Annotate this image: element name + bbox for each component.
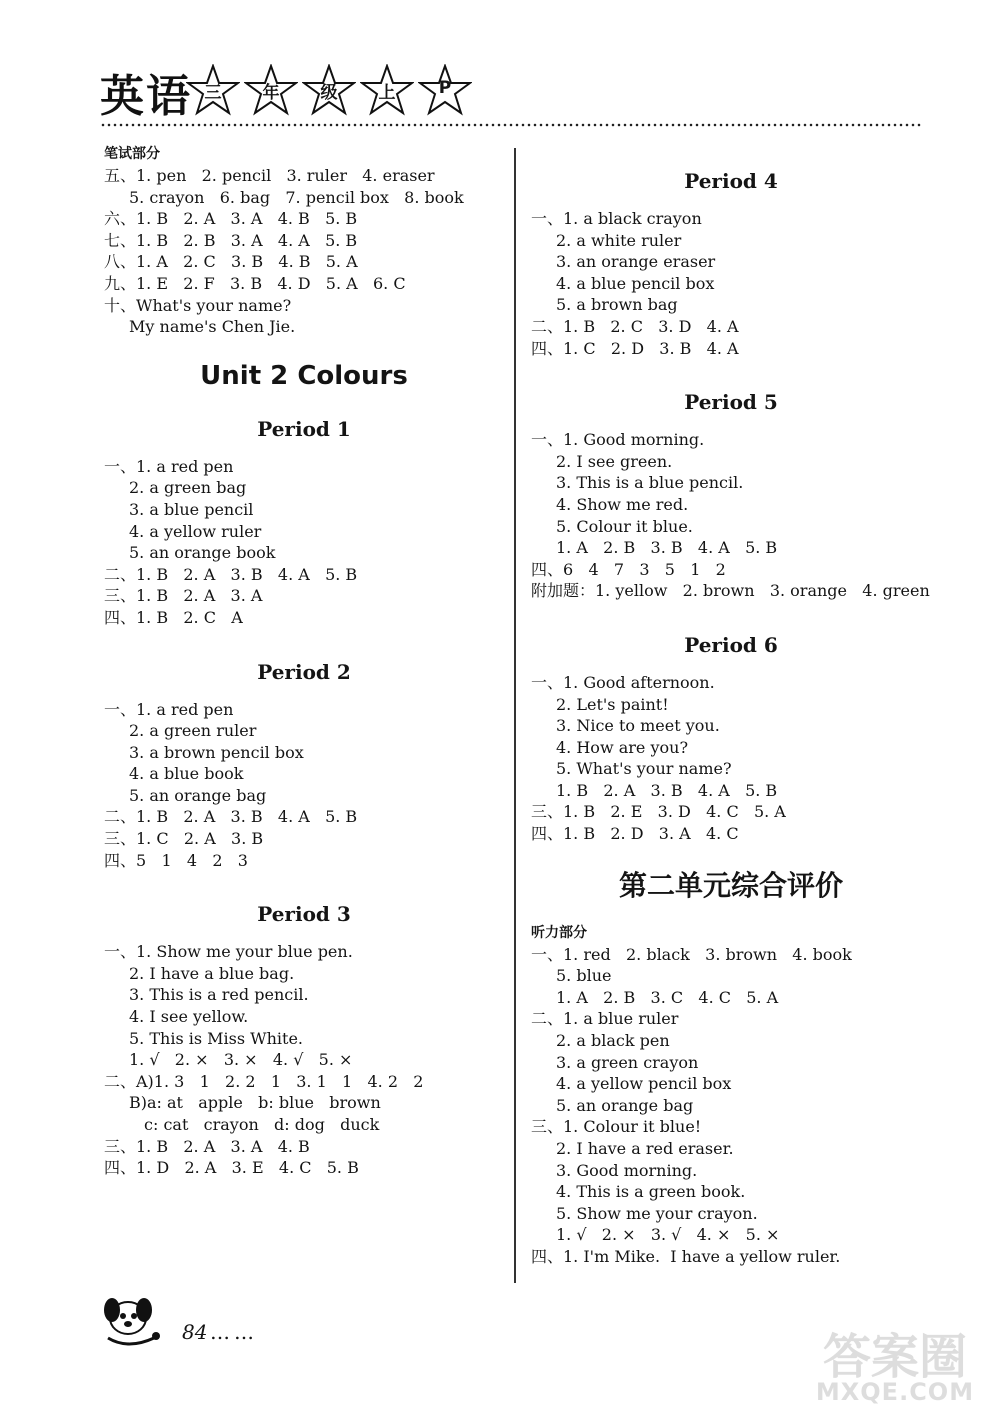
answer-line: 2. a black pen [556,1031,670,1051]
answer-line: 4. a yellow pencil box [556,1074,732,1094]
answer-line: 四、1. D 2. A 3. E 4. C 5. B [104,1158,359,1178]
answer-line: 一、1. a red pen [104,456,234,476]
star-label: 三 [204,83,222,103]
answer-line: B)a: at apple b: blue brown [129,1093,381,1113]
answer-line: 一、1. a red pen [104,699,234,719]
brand-title: 英语 [100,71,192,122]
watermark-text: 答案圈 [822,1329,967,1385]
period-title: Period 6 [684,632,778,657]
answer-line: My name's Chen Jie. [129,317,296,337]
star-badge [244,64,298,116]
answer-line: 四、5 1 4 2 3 [104,850,248,870]
answer-line: 5. What's your name? [556,759,732,779]
answer-line: 2. I see green. [556,451,673,471]
answer-line: 3. Nice to meet you. [556,716,720,736]
page-dots: …… [210,1320,258,1344]
answer-line: 三、1. B 2. E 3. D 4. C 5. A [531,802,786,822]
period-title: Period 5 [684,390,778,415]
answer-line: 1. A 2. B 3. B 4. A 5. B [556,538,778,558]
star-badge [302,64,356,116]
right-column [531,144,931,1268]
bonus-answer-line: 附加题：1. yellow 2. brown 3. orange 4. green [531,581,930,601]
answer-line: 4. a yellow ruler [129,521,262,541]
answer-line: 一、1. Good morning. [531,430,705,450]
answer-line: 5. an orange bag [556,1095,694,1115]
answer-line: 1. A 2. B 3. C 4. C 5. A [556,987,779,1007]
answer-line: 七、1. B 2. B 3. A 4. A 5. B [104,230,358,250]
period-title: Period 3 [257,902,351,927]
answer-line: 4. Show me red. [556,494,689,514]
answer-line: 六、1. B 2. A 3. A 4. B 5. B [104,209,358,229]
answer-line: 2. a white ruler [556,230,682,250]
answer-line: 4. a blue pencil box [556,273,715,293]
answer-line: 2. I have a blue bag. [129,963,295,983]
answer-line: 四、6 4 7 3 5 1 2 [531,559,726,579]
star-badge [360,64,414,116]
star-label: 年 [262,83,280,103]
watermark-url: MXQE.COM [815,1378,975,1406]
answer-line: 5. crayon 6. bag 7. pencil box 8. book [129,187,464,207]
answer-line: 3. This is a blue pencil. [556,473,744,493]
answer-line: 二、1. B 2. A 3. B 4. A 5. B [104,564,358,584]
review-title: 第二单元综合评价 [618,868,843,902]
answer-line: 四、1. B 2. D 3. A 4. C [531,824,739,844]
answer-line: 三、1. B 2. A 3. A [104,586,263,606]
answer-line: 三、1. Colour it blue! [531,1117,702,1137]
answer-line: 3. an orange eraser [556,252,716,272]
answer-line: 5. This is Miss White. [129,1028,304,1048]
star-badge [186,64,240,116]
answer-line: 四、1. B 2. C A [104,607,243,627]
answer-line: 一、1. Show me your blue pen. [104,942,353,962]
period-title: Period 2 [257,659,351,684]
dog-mascot-icon [98,1288,164,1348]
answer-line: 四、1. C 2. D 3. B 4. A [531,338,739,358]
answer-line: 一、1. red 2. black 3. brown 4. book [531,944,852,964]
answer-line: 二、A)1. 3 1 2. 2 1 3. 1 1 4. 2 2 [104,1071,424,1091]
answer-line: 九、1. E 2. F 3. B 4. D 5. A 6. C [104,273,406,293]
answer-line: 1. B 2. A 3. B 4. A 5. B [556,780,778,800]
answer-line: 4. a blue book [129,764,244,784]
answer-line: 2. a green ruler [129,721,257,741]
period-title: Period 1 [257,416,351,441]
unit-title: Unit 2 Colours [200,360,408,391]
answer-line: 5. a brown bag [556,295,678,315]
period-title: Period 4 [684,169,778,193]
answer-line: 3. a blue pencil [129,499,254,519]
answer-line: 2. Let's paint! [556,694,669,714]
page-number: 84 [182,1320,208,1344]
answer-line: 5. an orange book [129,543,276,563]
answer-line: 3. Good morning. [556,1160,698,1180]
answer-line: 1. √ 2. × 3. √ 4. × 5. × [556,1225,780,1245]
column-divider [514,148,516,1283]
written-section-label: 笔试部分 [104,146,160,162]
answer-line: 十、What's your name? [104,295,292,315]
answer-line: 5. blue [556,966,612,986]
answer-line: c: cat crayon d: dog duck [144,1115,380,1134]
answer-line: 三、1. C 2. A 3. B [104,829,264,849]
answer-line: 4. I see yellow. [129,1007,249,1027]
answer-line: 5. an orange bag [129,785,267,805]
star-label: 级 [320,83,338,103]
answer-line: 二、1. a blue ruler [531,1009,679,1029]
answer-line: 三、1. B 2. A 3. A 4. B [104,1136,310,1156]
grade-stars [186,64,472,116]
listening-section-label: 听力部分 [531,924,587,941]
star-badge [418,64,472,116]
answer-line: 一、1. a black crayon [531,209,702,228]
star-label: 上 [378,83,396,103]
answer-line: 五、1. pen 2. pencil 3. ruler 4. eraser [104,166,435,185]
answer-line: 一、1. Good afternoon. [531,672,715,692]
answer-line: 3. a brown pencil box [129,742,304,762]
answer-line: 3. a green crayon [556,1052,699,1072]
answer-line: 2. I have a red eraser. [556,1139,734,1158]
answer-line: 4. This is a green book. [556,1182,746,1202]
answer-line: 3. This is a red pencil. [129,985,309,1005]
page-header [100,60,930,130]
star-label: P [438,78,452,98]
answer-line: 二、1. B 2. C 3. D 4. A [531,316,739,336]
answer-line: 四、1. I'm Mike. I have a yellow ruler. [531,1246,841,1266]
answer-line: 1. √ 2. × 3. × 4. √ 5. × [129,1050,353,1070]
answer-line: 2. a green bag [129,478,247,498]
header-dotted-rule [100,123,922,127]
left-column [104,144,504,1179]
page-footer [98,1288,398,1348]
answer-line: 4. How are you? [556,737,689,757]
answer-line: 八、1. A 2. C 3. B 4. B 5. A [104,252,358,272]
watermark [800,1318,990,1414]
answer-line: 5. Colour it blue. [556,516,693,536]
answer-line: 5. Show me your crayon. [556,1203,758,1223]
answer-line: 二、1. B 2. A 3. B 4. A 5. B [104,807,358,827]
